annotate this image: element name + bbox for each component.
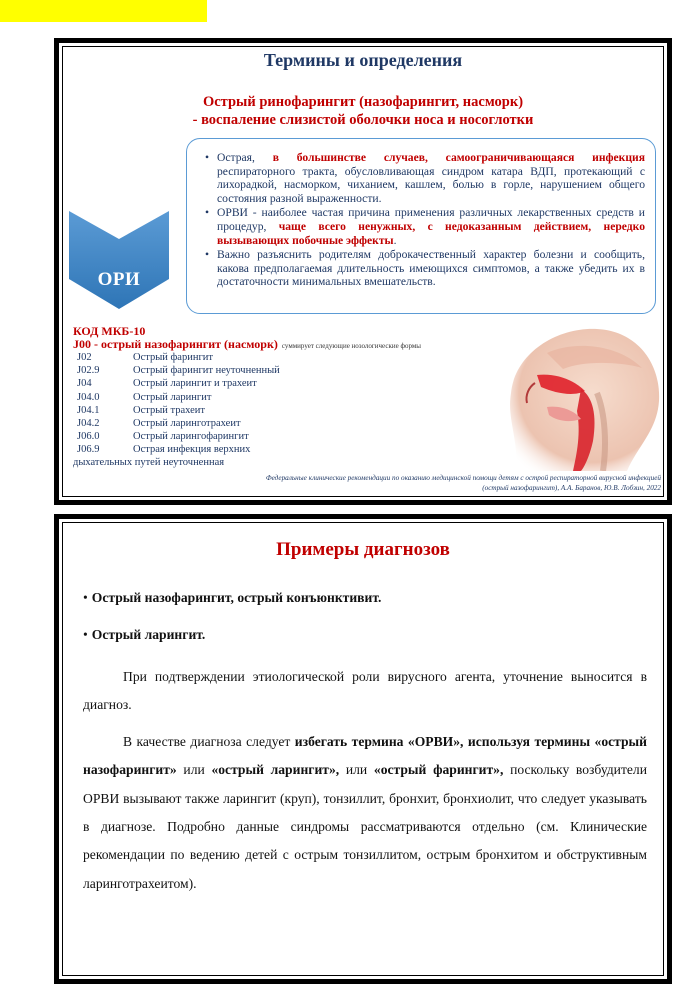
bullet-emphasis: чаще всего ненужных, с недоказанным действием, нередко вызывающих побочные эффекты	[217, 219, 645, 247]
icd-note: суммирует следующие нозологические формы	[281, 342, 422, 350]
icd-name: Острый фарингит	[133, 352, 213, 363]
bullet-text: респираторного тракта, обусловливающая синдром катара ВДП, протекающий с лихорадкой, насморком, чиханием, кашлем, болью в горле, нарушением общего состояния разной выраженности.	[217, 164, 645, 205]
icd-last-line: дыхательных путей неуточненная	[73, 457, 225, 468]
slide2-title: Примеры диагнозов	[276, 539, 450, 560]
yellow-highlight-block	[0, 0, 207, 22]
bullet-text: Острая,	[217, 151, 273, 164]
list-item	[77, 443, 407, 456]
head-anatomy-icon	[477, 323, 663, 471]
icd-code: J04	[77, 378, 92, 390]
bullet-glyph: •	[83, 627, 88, 642]
para-text: или	[339, 762, 374, 778]
list-item	[77, 417, 407, 430]
icd-code: J06.0	[77, 431, 100, 443]
para-text: или	[176, 762, 212, 778]
icd-name: Острый фарингит неуточненный	[133, 365, 280, 377]
icd-code-list	[77, 351, 407, 457]
diagnosis-example-1	[83, 589, 647, 606]
para-text: В качестве диагноза следует	[123, 733, 295, 749]
para-emphasis: избегать термина «ОРВИ», используя термины «острый назофарингит»	[83, 733, 648, 778]
icd-code: J04.2	[77, 418, 100, 430]
ori-label: ОРИ	[97, 269, 141, 290]
bullet-item	[205, 151, 645, 205]
bullet-item	[205, 206, 645, 247]
list-item	[77, 377, 407, 390]
diagnosis-text: Острый ларингит.	[91, 627, 206, 642]
citation-line2: (острый назофарингит), А.А. Баранов, Ю.В. Лобзин, 2022	[482, 484, 661, 492]
list-item	[77, 364, 407, 377]
list-item	[77, 391, 407, 404]
icd-code: J02	[77, 352, 92, 363]
paragraph-avoid-orvi	[83, 728, 647, 898]
chevron-arrow-icon	[69, 211, 169, 309]
icd-main-code	[73, 337, 421, 352]
list-item	[77, 430, 407, 443]
definition-bullets-box	[186, 138, 656, 314]
bullet-text: .	[393, 233, 397, 247]
icd-code: J04.0	[77, 391, 100, 403]
bullet-glyph: •	[83, 590, 88, 605]
icd-heading: КОД МКБ-10	[73, 324, 146, 338]
icd-code: J04.1	[77, 404, 100, 416]
slide1-subtitle-line1: Острый ринофарингит (назофарингит, насморк)	[202, 94, 524, 110]
slide1-subtitle	[59, 93, 667, 129]
para-emphasis: «острый ларингит»,	[211, 762, 340, 778]
list-item	[77, 404, 407, 417]
diagnosis-text: Острый назофарингит, острый конъюнктивит.	[91, 590, 382, 605]
diagnosis-example-2	[83, 626, 647, 643]
slide2-body	[83, 589, 647, 906]
paragraph-etiology: При подтверждении этиологической роли вирусного агента, уточнение выносится в диагноз.	[83, 669, 647, 713]
icd-code: J06.9	[77, 444, 100, 456]
icd-name: Острый ларинготрахеит	[133, 418, 241, 430]
icd-name: Острый ларингит	[133, 391, 212, 403]
para-emphasis: «острый фарингит»,	[373, 762, 504, 778]
icd-name: Острый ларингофарингит	[133, 431, 249, 443]
icd-name: Острый трахеит	[133, 404, 205, 416]
bullet-text: Важно разъяснить родителям доброкачественный характер болезни и сообщить, какова предполагаемая длительность имеющихся симптомов, а также убедить их в достаточности минимальных вмешательств.	[217, 248, 645, 289]
icd-main-text: J00 - острый назофарингит (насморк)	[73, 337, 278, 351]
para-text: поскольку возбудители ОРВИ вызывают также ларингит (круп), тонзиллит, бронхит, бронхиолит, что следует указывать в диагнозе. Подробно данные синдромы рассматриваются отдельно (см. Клинические рекомендации по ведению детей с острым тонзиллитом, острым бронхитом и обструктивным ларинготрахеитом).	[83, 762, 647, 891]
list-item	[77, 351, 407, 364]
slide-diagnosis-examples	[54, 514, 672, 984]
slide1-citation	[161, 473, 661, 493]
icd-name: Острый ларингит и трахеит	[133, 378, 257, 390]
bullet-item	[205, 248, 645, 289]
icd-name: Острая инфекция верхних	[133, 444, 251, 456]
bullet-emphasis: в большинстве случаев, самоограничивающаяся инфекция	[272, 151, 645, 164]
slide-terms-definitions	[54, 38, 672, 505]
slide1-subtitle-line2: - воспаление слизистой оболочки носа и носоглотки	[192, 112, 534, 128]
bullet-text: ОРВИ - наиболее частая причина применения различных лекарственных средств и процедур,	[217, 206, 645, 233]
slide1-title: Термины и определения	[263, 50, 463, 70]
citation-line1: Федеральные клинические рекомендации по оказанию медицинской помощи детям с острой респираторной вирусной инфекцией	[265, 474, 661, 482]
icd-code: J02.9	[77, 365, 100, 377]
